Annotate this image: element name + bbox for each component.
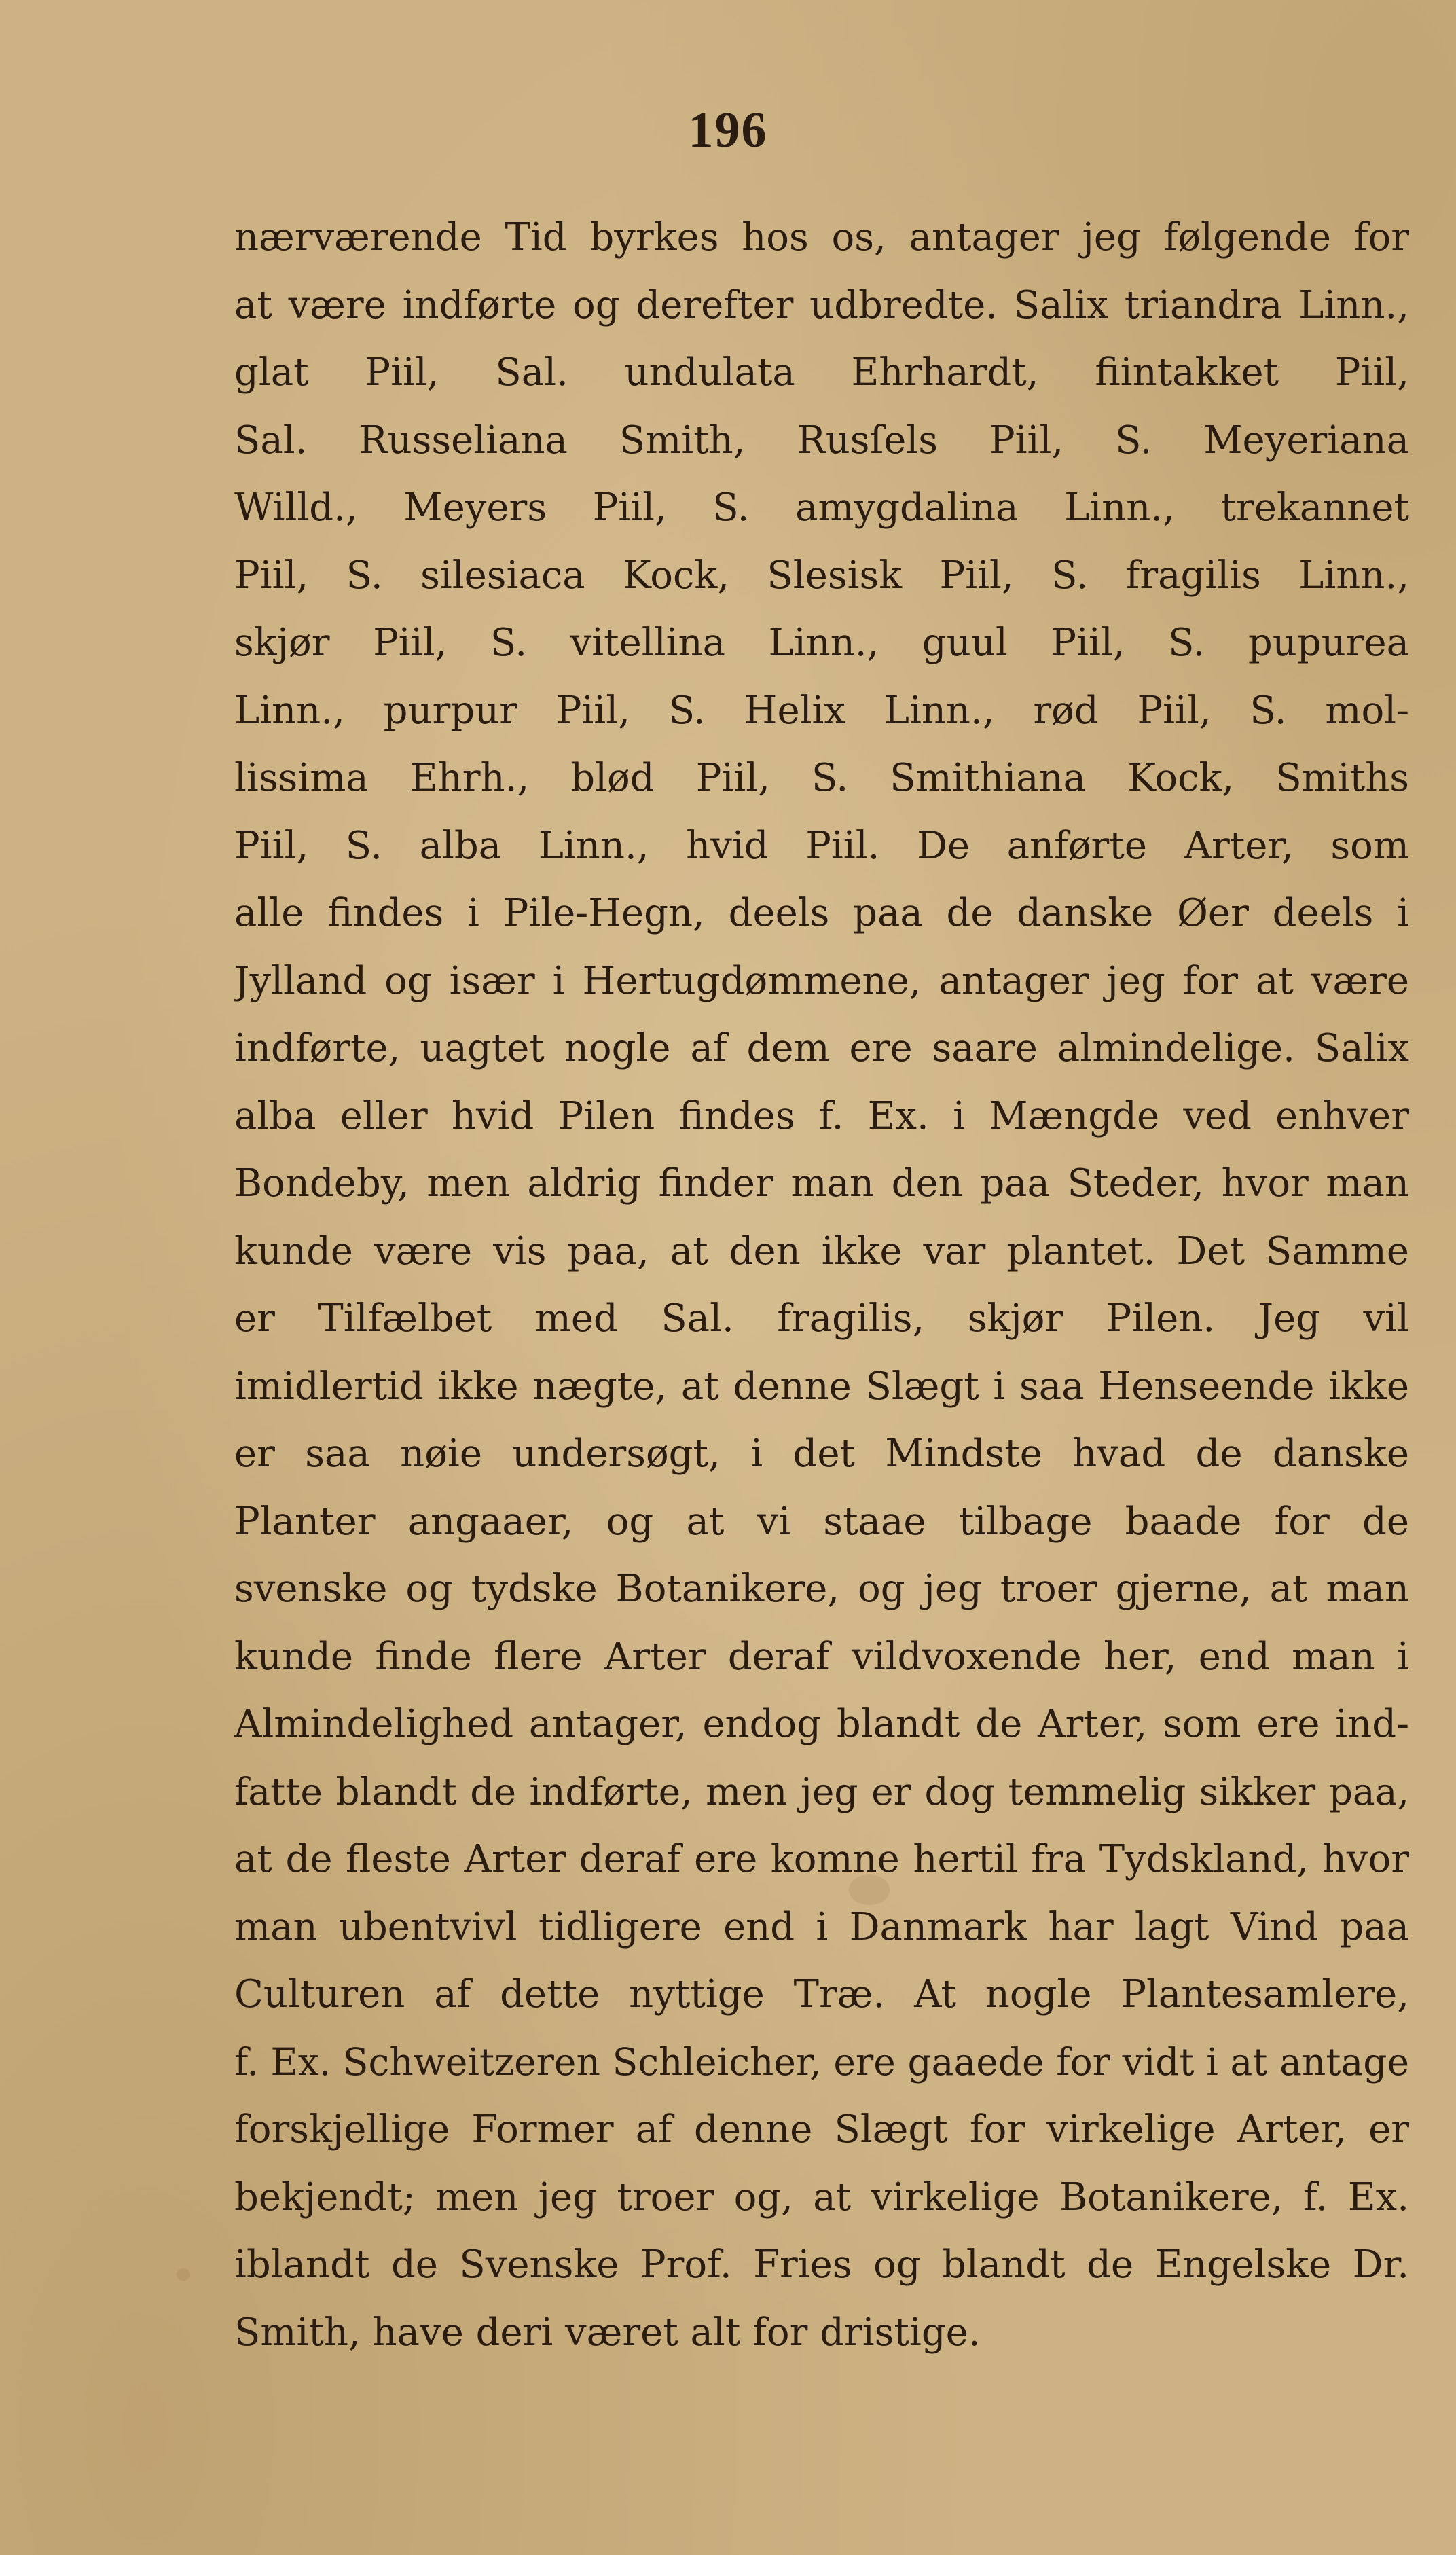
page-number: 196 <box>688 103 768 158</box>
text-line: Sal. Russeliana Smith, Rusſels Piil, S. Meyeriana <box>234 418 1409 463</box>
text-line: kunde være vis paa, at den ikke var plantet. Det Samme <box>234 1229 1409 1273</box>
text-line: glat Piil, Sal. undulata Ehrhardt, fiintakket Piil, <box>234 350 1409 395</box>
text-line: iblandt de Svenske Prof. Fries og blandt de Engelske Dr. <box>234 2243 1409 2287</box>
text-line: imidlertid ikke nægte, at denne Slægt i saa Henseende ikke <box>234 1364 1409 1409</box>
text-line: Willd., Meyers Piil, S. amygdalina Linn., trekannet <box>234 486 1409 530</box>
text-line: er Tilfælbet med Sal. fragilis, skjør Pilen. Jeg vil <box>234 1297 1409 1341</box>
text-line: f. Ex. Schweitzeren Schleicher, ere gaaede for vidt i at antage <box>234 2040 1409 2084</box>
body-text <box>234 204 1409 2366</box>
text-line: Smith, have deri været alt for dristige. <box>234 2310 981 2355</box>
text-line: nærværende Tid byrkes hos os, antager jeg følgende for <box>234 215 1409 259</box>
text-line: Bondeby, men aldrig finder man den paa Steder, hvor man <box>234 1161 1409 1206</box>
text-line: at de fleste Arter deraf ere komne hertil fra Tydskland, hvor <box>234 1837 1409 1881</box>
text-line: Jylland og især i Hertugdømmene, antager jeg for at være <box>234 958 1409 1003</box>
text-line: er saa nøie undersøgt, i det Mindste hvad de danske <box>234 1432 1409 1476</box>
text-line: skjør Piil, S. vitellina Linn., guul Piil, S. pupurea <box>234 621 1409 665</box>
text-line: Piil, S. alba Linn., hvid Piil. De anførte Arter, som <box>234 823 1409 868</box>
text-line: forskjellige Former af denne Slægt for virkelige Arter, er <box>234 2107 1409 2152</box>
text-line: man ubentvivl tidligere end i Danmark har lagt Vind paa <box>234 1904 1409 1949</box>
text-line: alle findes i Pile-Hegn, deels paa de danske Øer deels i <box>234 891 1409 935</box>
text-line: alba eller hvid Pilen findes f. Ex. i Mængde ved enhver <box>234 1093 1409 1138</box>
text-line: bekjendt; men jeg troer og, at virkelige Botanikere, f. Ex. <box>234 2175 1409 2219</box>
text-line: fatte blandt de indførte, men jeg er dog temmelig sikker paa, <box>234 1769 1409 1813</box>
text-line: indførte, uagtet nogle af dem ere saare almindelige. Salix <box>234 1026 1409 1070</box>
text-line: svenske og tydske Botanikere, og jeg troer gjerne, at man <box>234 1567 1409 1611</box>
text-line: Culturen af dette nyttige Træ. At nogle Plantesamlere, <box>234 1972 1409 2016</box>
text-line: kunde finde flere Arter deraf vildvoxende her, end man i <box>234 1634 1409 1679</box>
text-line: at være indførte og derefter udbredte. Salix triandra Linn., <box>234 283 1409 327</box>
text-line: Piil, S. silesiaca Kock, Slesisk Piil, S. fragilis Linn., <box>234 553 1409 598</box>
text-line: Linn., purpur Piil, S. Helix Linn., rød Piil, S. mol- <box>234 688 1409 733</box>
text-line: Planter angaaer, og at vi staae tilbage baade for de <box>234 1499 1409 1544</box>
paper-stain <box>177 2268 190 2281</box>
text-line: lissima Ehrh., blød Piil, S. Smithiana Kock, Smiths <box>234 756 1409 800</box>
text-line: Almindelighed antager, endog blandt de Arter, som ere ind- <box>234 1702 1409 1746</box>
